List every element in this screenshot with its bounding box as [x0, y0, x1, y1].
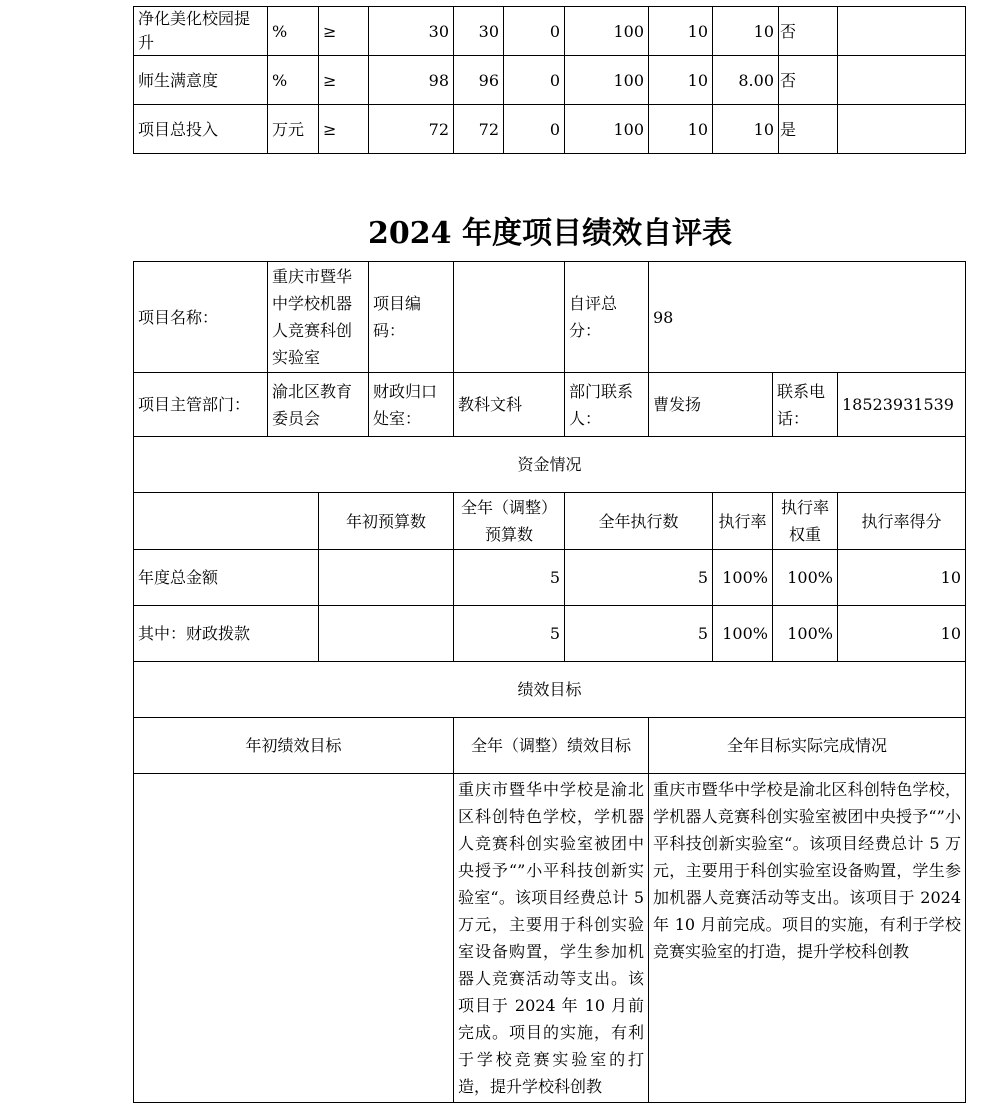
funds-rate: 100%: [713, 606, 773, 662]
score-value: 98: [649, 262, 966, 373]
funds-header-weight: 执行率权重: [773, 493, 838, 550]
indicator-operator: ≥: [319, 105, 369, 154]
indicator-value: 100: [565, 56, 649, 105]
indicator-note: [838, 56, 966, 105]
funds-header-initial: 年初预算数: [319, 493, 454, 550]
funds-header-adjusted: 全年（调整）预算数: [454, 493, 565, 550]
department-label: 项目主管部门：: [134, 373, 268, 437]
goals-header-actual: 全年目标实际完成情况: [649, 718, 966, 774]
goals-section-title: 绩效目标: [134, 662, 966, 718]
indicator-row: [134, 56, 966, 105]
contact-value: 曹发扬: [649, 373, 773, 437]
indicator-table: [133, 6, 966, 154]
indicator-operator: ≥: [319, 7, 369, 56]
funds-header-score: 执行率得分: [838, 493, 966, 550]
phone-label: 联系电话：: [773, 373, 838, 437]
indicator-value: 98: [369, 56, 454, 105]
indicator-unit: %: [268, 56, 319, 105]
indicator-name: 项目总投入: [134, 105, 268, 154]
indicator-name: 净化美化校园提升: [134, 7, 268, 56]
project-name-value: 重庆市暨华中学校机器人竞赛科创实验室: [268, 262, 369, 373]
indicator-value: 0: [504, 7, 565, 56]
funds-row-total: [134, 550, 966, 606]
project-name-label: 项目名称：: [134, 262, 268, 373]
indicator-value: 0: [504, 56, 565, 105]
funds-rate: 100%: [713, 550, 773, 606]
indicator-unit: 万元: [268, 105, 319, 154]
department-row: [134, 373, 966, 437]
indicator-value: 72: [454, 105, 504, 154]
score-label: 自评总分：: [565, 262, 649, 373]
indicator-value: 100: [565, 105, 649, 154]
indicator-value: 72: [369, 105, 454, 154]
indicator-note: [838, 7, 966, 56]
funds-row-label: 年度总金额: [134, 550, 319, 606]
goals-actual-text: 重庆市暨华中学校是渝北区科创特色学校，学机器人竞赛科创实验室被团中央授予“”小平科技创新实验室“。该项目经费总计 5 万元，主要用于科创实验室设备购置，学生参加机器人竞赛活动等支出。该项目于 2024 年 10 月前完成。项目的实施，有利于学校竞赛实验室的打造，提升学校科创教: [649, 774, 966, 1103]
indicator-value: 8.00: [713, 56, 779, 105]
indicator-value: 10: [649, 7, 713, 56]
indicator-value: 0: [504, 105, 565, 154]
funds-header-rate: 执行率: [713, 493, 773, 550]
indicator-name: 师生满意度: [134, 56, 268, 105]
indicator-value: 96: [454, 56, 504, 105]
funds-adjusted: 5: [454, 550, 565, 606]
funds-weight: 100%: [773, 550, 838, 606]
indicator-flag: 是: [779, 105, 838, 154]
indicator-unit: %: [268, 7, 319, 56]
contact-label: 部门联系人：: [565, 373, 649, 437]
funds-initial: [319, 606, 454, 662]
funds-adjusted: 5: [454, 606, 565, 662]
phone-value: 18523931539: [838, 373, 966, 437]
goals-header-row: [134, 718, 966, 774]
project-name-row: [134, 262, 966, 373]
office-value: 教科文科: [454, 373, 565, 437]
indicator-flag: 否: [779, 56, 838, 105]
goals-content-row: [134, 774, 966, 1103]
goals-initial-text: [134, 774, 454, 1103]
funds-header-row: [134, 493, 966, 550]
indicator-operator: ≥: [319, 56, 369, 105]
funds-section-row: [134, 437, 966, 493]
office-label: 财政归口处室：: [369, 373, 454, 437]
indicator-value: 10: [649, 105, 713, 154]
indicator-value: 30: [454, 7, 504, 56]
indicator-value: 10: [713, 7, 779, 56]
goals-section-row: [134, 662, 966, 718]
page-title: 2024 年度项目绩效自评表: [368, 216, 732, 251]
funds-score: 10: [838, 550, 966, 606]
evaluation-table: [133, 261, 966, 1103]
indicator-value: 10: [713, 105, 779, 154]
funds-row-label: 其中：财政拨款: [134, 606, 319, 662]
department-value: 渝北区教育委员会: [268, 373, 369, 437]
goals-header-initial: 年初绩效目标: [134, 718, 454, 774]
funds-weight: 100%: [773, 606, 838, 662]
indicator-value: 100: [565, 7, 649, 56]
funds-header-blank: [134, 493, 319, 550]
indicator-value: 30: [369, 7, 454, 56]
indicator-flag: 否: [779, 7, 838, 56]
project-code-label: 项目编码：: [369, 262, 454, 373]
project-code-value: [454, 262, 565, 373]
indicator-row: [134, 105, 966, 154]
funds-section-title: 资金情况: [134, 437, 966, 493]
indicator-note: [838, 105, 966, 154]
funds-executed: 5: [565, 550, 713, 606]
indicator-row: [134, 7, 966, 56]
funds-score: 10: [838, 606, 966, 662]
goals-header-adjusted: 全年（调整）绩效目标: [454, 718, 649, 774]
funds-row-fiscal: [134, 606, 966, 662]
funds-executed: 5: [565, 606, 713, 662]
indicator-value: 10: [649, 56, 713, 105]
goals-adjusted-text: 重庆市暨华中学校是渝北区科创特色学校，学机器人竞赛科创实验室被团中央授予“”小平科技创新实验室“。该项目经费总计 5 万元，主要用于科创实验室设备购置，学生参加机器人竞赛活动等支出。该项目于 2024 年 10 月前完成。项目的实施，有利于学校竞赛实验室的打造，提升学校科创教: [454, 774, 649, 1103]
funds-header-executed: 全年执行数: [565, 493, 713, 550]
funds-initial: [319, 550, 454, 606]
